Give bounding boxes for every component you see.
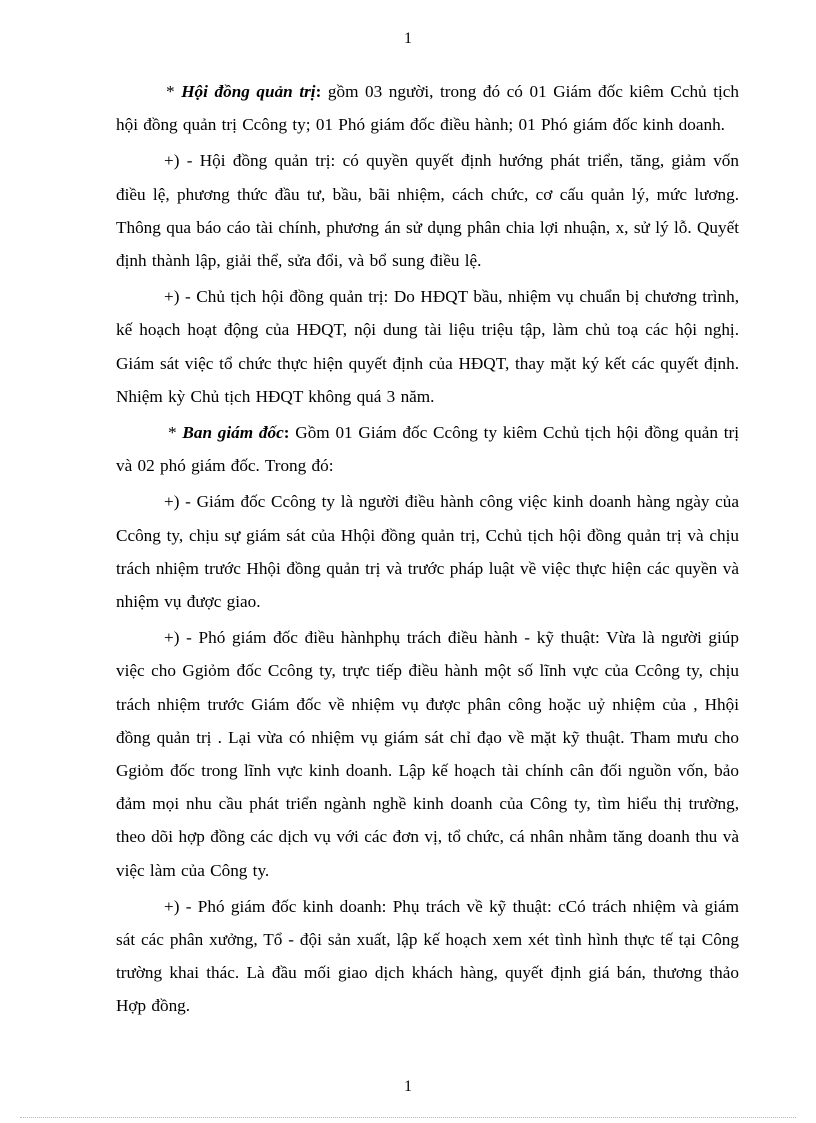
paragraph-management-board [116, 416, 739, 482]
paragraph-text: +) - Phó giám đốc kinh doanh: Phụ trách về kỹ thuật: cCó trách nhiệm và giám sát các phân xưởng, Tổ - đội sản xuất, lập kế hoạch xem xét tình hình thực tế tại Công trường khai thác. Là đầu mối giao dịch khách hàng, quyết định giá bán, thương thảo Hợp đồng. [116, 896, 739, 1016]
section-label-board: Hội đồng quản trị [181, 82, 316, 101]
paragraph-text: Gồm 01 Giám đốc Ccông ty kiêm Cchủ tịch hội đồng quản trị và 02 phó giám đốc. Trong đó: [116, 423, 740, 476]
page-number-footer: 1 [404, 1078, 412, 1095]
page-bottom-divider [20, 1117, 796, 1118]
bullet-prefix: * [168, 423, 183, 443]
paragraph-board-of-directors [116, 75, 739, 141]
paragraph-deputy-business [116, 890, 739, 1023]
paragraph-director-duties [116, 485, 739, 618]
bullet-prefix: * [166, 82, 182, 101]
page-number-header: 1 [404, 30, 412, 47]
paragraph-chairman-duties [116, 280, 739, 413]
paragraph-text: +) - Phó giám đốc điều hànhphụ trách điều hành - kỹ thuật: Vừa là người giúp việc cho Ggiỏm đốc Ccông ty, trực tiếp điều hành một số lĩnh vực của Ccông ty, chịu trách nhiệm trước Giám đốc về nhiệm vụ được phân công hoặc uỷ nhiệm của , Hhội đồng quản trị . Lại vừa có nhiệm vụ giám sát chỉ đạo về mặt kỹ thuật. Tham mưu cho Ggiỏm đốc trong lĩnh vực kinh doanh. Lập kế hoạch tài chính cân đối nguồn vốn, bảo đảm mọi nhu cầu phát triển ngành nghề kinh doanh của Công ty, tìm hiểu thị trường, theo dõi hợp đồng các dịch vụ với các đơn vị, tổ chức, cá nhân nhằm tăng doanh thu và việc làm của Công ty. [116, 628, 739, 880]
label-colon: : [315, 82, 322, 101]
paragraph-text: gồm 03 người, trong đó có 01 Giám đốc kiêm Cchủ tịch hội đồng quản trị Ccông ty; 01 Phó giám đốc điều hành; 01 Phó giám đốc kinh doanh. [116, 82, 739, 135]
document-body [116, 75, 739, 1026]
label-colon: : [283, 423, 290, 443]
paragraph-text: +) - Giám đốc Ccông ty là người điều hành công việc kinh doanh hàng ngày của Ccông ty, chịu sự giám sát của Hhội đồng quản trị, Cchủ tịch hội đồng quản trị và chịu trách nhiệm trước Hhội đồng quản trị và trước pháp luật về việc thực hiện các quyền và nhiệm vụ được giao. [116, 492, 739, 612]
paragraph-deputy-technical [116, 621, 739, 887]
section-label-management: Ban giám đốc [182, 423, 284, 443]
paragraph-text: +) - Chủ tịch hội đồng quản trị: Do HĐQT bầu, nhiệm vụ chuẩn bị chương trình, kế hoạch hoạt động của HĐQT, nội dung tài liệu triệu tập, làm chủ toạ các hội nghị. Giám sát việc tổ chức thực hiện quyết định của HĐQT, thay mặt ký kết các quyết định. Nhiệm kỳ Chủ tịch HĐQT không quá 3 năm. [116, 287, 739, 406]
paragraph-text: +) - Hội đồng quản trị: có quyền quyết định hướng phát triển, tăng, giảm vốn điều lệ, phương thức đầu tư, bầu, bãi nhiệm, cách chức, cơ cấu quản lý, mức lương. Thông qua báo cáo tài chính, phương án sử dụng phân chia lợi nhuận, x, sử lý lỗ. Quyết định thành lập, giải thể, sửa đổi, và bổ sung điều lệ. [116, 151, 739, 271]
paragraph-board-rights [116, 144, 739, 277]
